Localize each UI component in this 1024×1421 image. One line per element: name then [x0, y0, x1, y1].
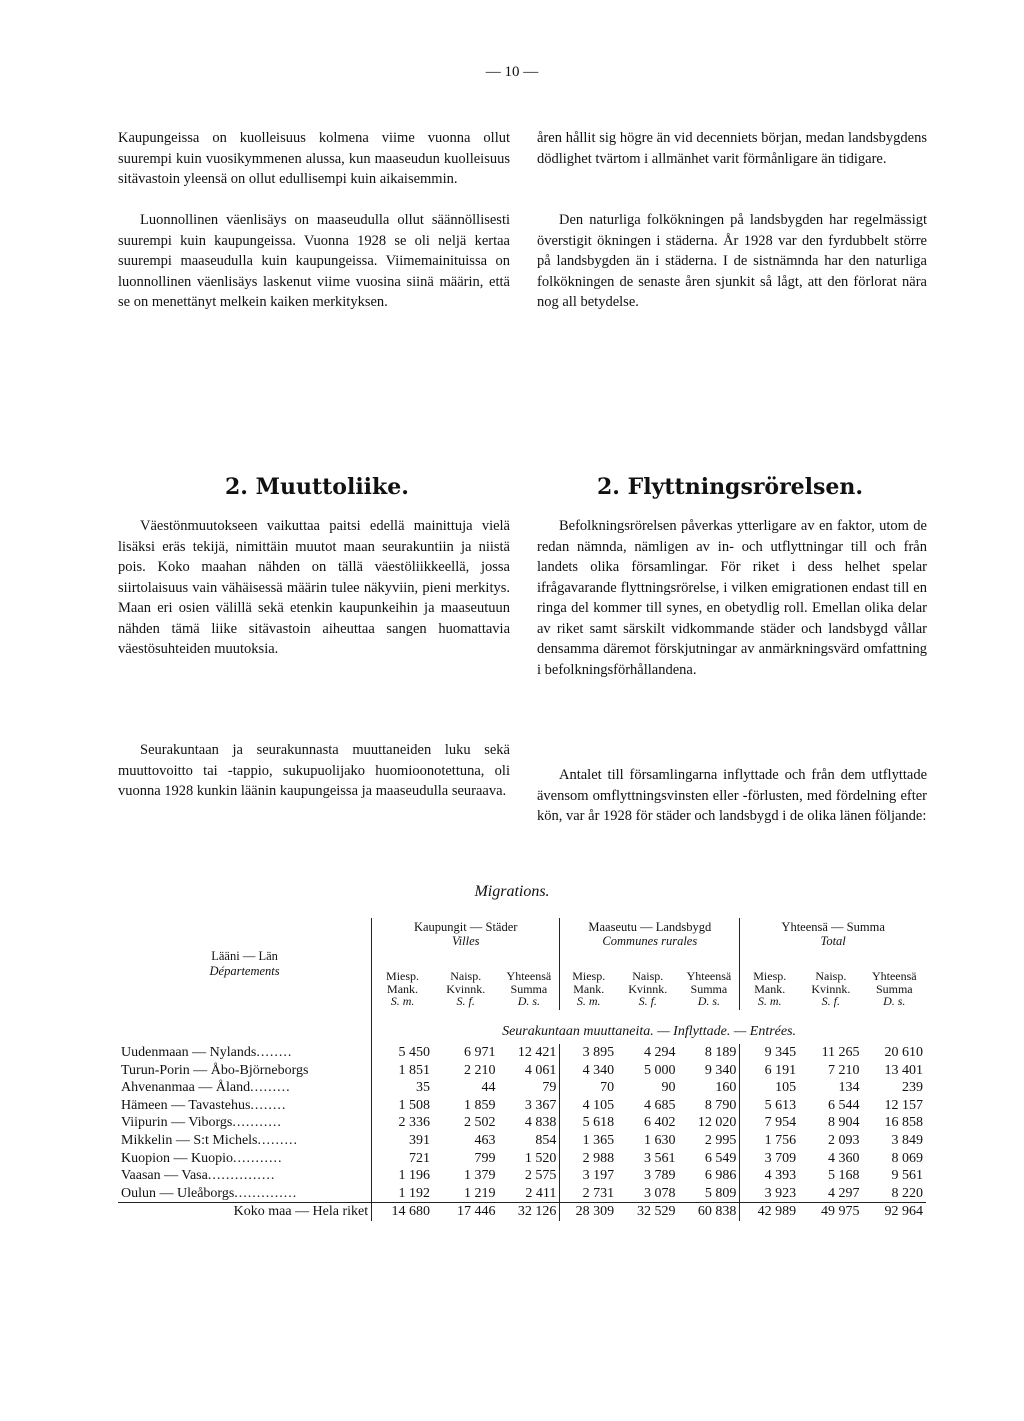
table-row — [118, 1150, 926, 1168]
value-cell: 9 340 — [704, 1062, 737, 1078]
col-head-women: Naisp. Kvinnk. S. f. — [811, 969, 851, 1008]
col-head-women: Naisp. Kvinnk. S. f. — [446, 969, 486, 1008]
left-section-paragraph-1: Väestönmuutokseen vaikuttaa paitsi edellä mainittuja vielä lisäksi eräs tekijä, nimittäin muutot maan seurakuntiin ja niistä pois. Koko maahan nähden on tällä väestöliikkeellä, jossa siirtolaisuus vain vähäisessä määrin tulee näkyviin, pieni merkitys. Maan eri osien välillä sekä etenkin kaupunkeihin ja maaseutuun nähden tämä liike sitävastoin aiheuttaa sangen huomattavia väestösuhteiden muutoksia. — [118, 518, 510, 657]
value-cell: 2 988 — [560, 1150, 617, 1168]
value-cell: 3 789 — [643, 1168, 676, 1184]
value-cell: 14 680 — [372, 1203, 433, 1222]
col-head-men: Miesp. Mank. S. m. — [740, 966, 799, 1010]
value-cell: 1 756 — [740, 1132, 799, 1150]
table-row — [118, 1114, 926, 1132]
group-header-label: Maaseutu — Landsbygd — [588, 920, 712, 934]
value-cell: 8 904 — [828, 1115, 860, 1131]
value-cell: 5 450 — [372, 1044, 433, 1062]
value-cell: 2 575 — [524, 1168, 557, 1184]
page-number: — 10 — — [485, 64, 539, 80]
region-name: Vaasan — Vasa............... — [121, 1168, 276, 1184]
value-cell: 2 995 — [704, 1132, 737, 1148]
table-row — [118, 1062, 926, 1080]
value-cell: 49 975 — [799, 1203, 862, 1222]
value-cell: 5 613 — [740, 1097, 799, 1115]
value-cell: 16 858 — [884, 1115, 923, 1131]
value-cell: 105 — [740, 1079, 799, 1097]
region-name: Turun-Porin — Åbo-Björneborgs — [121, 1062, 309, 1078]
group-header-french: Villes — [451, 934, 480, 948]
left-section-paragraph-2: Seurakuntaan ja seurakunnasta muuttaneiden luku sekä muuttovoitto tai -tappio, sukupuolijako huomioonotettuna, oli vuonna 1928 kunkin läänin kaupungeissa ja maaseudulla seuraava. — [118, 742, 510, 799]
value-cell: 2 502 — [463, 1115, 496, 1131]
col-head-sum: Yhteensä Summa D. s. — [871, 969, 917, 1008]
migrations-table — [118, 918, 926, 1221]
col-head-men: Miesp. Mank. S. m. — [372, 966, 433, 1010]
value-cell: 2 336 — [372, 1114, 433, 1132]
value-cell: 5 618 — [560, 1114, 617, 1132]
value-cell: 9 345 — [740, 1044, 799, 1062]
value-cell: 35 — [372, 1079, 433, 1097]
value-cell: 1 508 — [372, 1097, 433, 1115]
value-cell: 8 790 — [704, 1097, 737, 1113]
table-row — [118, 1167, 926, 1185]
value-cell: 6 191 — [740, 1062, 799, 1080]
value-cell: 12 157 — [884, 1097, 923, 1113]
table-row — [118, 1185, 926, 1203]
value-cell: 1 219 — [463, 1185, 496, 1201]
value-cell: 2 731 — [560, 1185, 617, 1203]
value-cell: 12 020 — [697, 1115, 737, 1131]
value-cell: 854 — [535, 1132, 557, 1148]
region-name: Uudenmaan — Nylands........ — [121, 1045, 293, 1060]
value-cell: 4 685 — [643, 1097, 676, 1113]
right-intro-paragraph-2: Den naturliga folkökningen på landsbygden har regelmässigt överstigit ökningen i städerna. År 1928 var den fyrdubbelt större på landsbygden än i städerna. I de sistnämnda har den naturliga folkökningen de senaste åren sjunkit så lågt, att den förlorat nära nog all betydelse. — [537, 212, 927, 310]
value-cell: 3 709 — [740, 1150, 799, 1168]
region-name: Oulun — Uleåborgs.............. — [121, 1185, 298, 1201]
value-cell: 90 — [661, 1080, 676, 1096]
right-section-paragraph-2: Antalet till församlingarna inflyttade och från dem utflyttade ävensom omflyttningsvinsten eller -förlusten, med fördelning efter kön, var år 1928 för städer och landsbygd i de olika länen följande: — [537, 767, 927, 824]
group-header-french: Communes rurales — [602, 934, 698, 948]
region-name: Mikkelin — S:t Michels......... — [121, 1132, 298, 1148]
table-section-label: Seurakuntaan muuttaneita. — Inflyttade. — Entrées. — [372, 1010, 926, 1044]
right-section-paragraph-1: Befolkningsrörelsen påverkas ytterligare av en faktor, utom de redan nämnda, nämligen av in- och utflyttningar till och från landets olika församlingar. För riket i dess helhet spelar ifrågavarande flyttningsrörelse, i vilken emigrationen endast till en ringa del kommer till synes, en obetydlig roll. Emellan olika delar av riket samt särskilt vidkommande städer och landsbygd vållar densamma däremot förskjutningar av anmärkningsvärd omfattning i befolkningsförhållandena. — [537, 518, 927, 678]
left-section-heading: 2. Muuttoliike. — [225, 474, 409, 500]
value-cell: 391 — [372, 1132, 433, 1150]
left-intro-paragraph-2: Luonnollinen väenlisäys on maaseudulla ollut säännöllisesti suurempi kuin kaupungeissa. Vuonna 1928 se oli neljä kertaa suurempi maaseudulla kuin kaupungeissa. Viimemainituissa on luonnollinen väenlisäys laskenut viime vuosina siinä määrin, että se on menettänyt melkein kaiken merkityksen. — [118, 212, 510, 310]
value-cell: 6 549 — [704, 1150, 737, 1166]
department-header — [118, 918, 372, 1010]
value-cell: 20 610 — [884, 1045, 923, 1060]
value-cell: 4 360 — [828, 1150, 860, 1166]
table-row — [118, 1044, 926, 1062]
value-cell: 70 — [560, 1079, 617, 1097]
table-row — [118, 1097, 926, 1115]
value-cell: 4 105 — [560, 1097, 617, 1115]
value-cell: 3 197 — [560, 1167, 617, 1185]
region-name: Ahvenanmaa — Åland......... — [121, 1080, 291, 1096]
value-cell: 239 — [902, 1080, 923, 1096]
value-cell: 2 411 — [525, 1185, 557, 1201]
value-cell: 160 — [715, 1080, 737, 1096]
value-cell: 3 849 — [891, 1132, 923, 1148]
value-cell: 3 078 — [643, 1185, 676, 1201]
table-row — [118, 1079, 926, 1097]
col-head-sum: Yhteensä Summa D. s. — [686, 969, 732, 1008]
value-cell: 4 297 — [828, 1185, 860, 1201]
value-cell: 3 367 — [524, 1097, 557, 1113]
value-cell: 28 309 — [560, 1203, 617, 1222]
value-cell: 6 986 — [704, 1168, 737, 1184]
value-cell: 32 529 — [617, 1203, 678, 1222]
value-cell: 92 964 — [863, 1203, 926, 1222]
left-intro-paragraph-1: Kaupungeissa on kuolleisuus kolmena viime vuonna ollut suurempi kuin vuosikymmenen alussa, kun maaseudun kuolleisuus sitävastoin yleensä on ollut edullisempi kuin aikaisemmin. — [118, 130, 510, 187]
value-cell: 17 446 — [433, 1203, 498, 1222]
value-cell: 8 220 — [891, 1185, 923, 1201]
region-name: Viipurin — Viborgs........... — [121, 1115, 282, 1131]
value-cell: 8 069 — [891, 1150, 923, 1166]
table-caption: Migrations. — [474, 883, 550, 900]
value-cell: 4 061 — [524, 1062, 557, 1078]
value-cell: 1 851 — [372, 1062, 433, 1080]
right-intro-paragraph-1: åren hållit sig högre än vid decenniets början, medan landsbygdens dödlighet tvärtom i allmänhet varit förmånligare än tidigare. — [537, 130, 927, 167]
value-cell: 1 630 — [643, 1132, 676, 1148]
value-cell: 4 294 — [643, 1045, 676, 1060]
group-header-rural — [560, 918, 740, 966]
value-cell: 7 954 — [740, 1114, 799, 1132]
value-cell: 79 — [542, 1080, 557, 1096]
region-name: Hämeen — Tavastehus........ — [121, 1097, 287, 1113]
value-cell: 1 520 — [524, 1150, 557, 1166]
value-cell: 1 365 — [560, 1132, 617, 1150]
value-cell: 3 923 — [740, 1185, 799, 1203]
value-cell: 5 000 — [643, 1062, 676, 1078]
department-header-label: Lääni — Län — [211, 949, 278, 963]
value-cell: 1 192 — [372, 1185, 433, 1203]
value-cell: 60 838 — [678, 1203, 739, 1222]
col-head-sum: Yhteensä Summa D. s. — [506, 969, 552, 1008]
group-header-label: Yhteensä — Summa — [781, 920, 885, 934]
value-cell: 5 809 — [704, 1185, 737, 1201]
value-cell: 4 838 — [524, 1115, 557, 1131]
value-cell: 3 895 — [560, 1044, 617, 1062]
table-row — [118, 1132, 926, 1150]
value-cell: 1 196 — [372, 1167, 433, 1185]
value-cell: 799 — [474, 1150, 496, 1166]
group-header-cities — [372, 918, 560, 966]
col-head-men: Miesp. Mank. S. m. — [560, 966, 617, 1010]
value-cell: 7 210 — [828, 1062, 860, 1078]
value-cell: 4 393 — [740, 1167, 799, 1185]
group-header-total — [740, 918, 926, 966]
value-cell: 11 265 — [821, 1045, 860, 1060]
value-cell: 8 189 — [704, 1045, 737, 1060]
col-head-women: Naisp. Kvinnk. S. f. — [628, 969, 668, 1008]
value-cell: 5 168 — [828, 1168, 860, 1184]
value-cell: 721 — [372, 1150, 433, 1168]
department-header-french: Départements — [209, 964, 280, 978]
value-cell: 6 544 — [828, 1097, 860, 1113]
value-cell: 32 126 — [498, 1203, 559, 1222]
value-cell: 1 379 — [463, 1168, 496, 1184]
value-cell: 12 421 — [517, 1045, 557, 1060]
total-label: Koko maa — Hela riket — [118, 1203, 372, 1222]
value-cell: 3 561 — [643, 1150, 676, 1166]
value-cell: 44 — [481, 1080, 496, 1096]
value-cell: 134 — [838, 1080, 860, 1096]
value-cell: 42 989 — [740, 1203, 799, 1222]
value-cell: 13 401 — [884, 1062, 923, 1078]
value-cell: 1 859 — [463, 1097, 496, 1113]
value-cell: 6 971 — [463, 1045, 496, 1060]
table-total-row — [118, 1203, 926, 1222]
group-header-label: Kaupungit — Städer — [413, 920, 518, 934]
region-name: Kuopion — Kuopio........... — [121, 1150, 283, 1166]
right-section-heading: 2. Flyttningsrörelsen. — [597, 474, 864, 500]
value-cell: 2 093 — [828, 1132, 860, 1148]
group-header-french: Total — [820, 934, 846, 948]
value-cell: 4 340 — [560, 1062, 617, 1080]
value-cell: 9 561 — [891, 1168, 923, 1184]
value-cell: 6 402 — [643, 1115, 676, 1131]
value-cell: 2 210 — [463, 1062, 496, 1078]
value-cell: 463 — [474, 1132, 496, 1148]
